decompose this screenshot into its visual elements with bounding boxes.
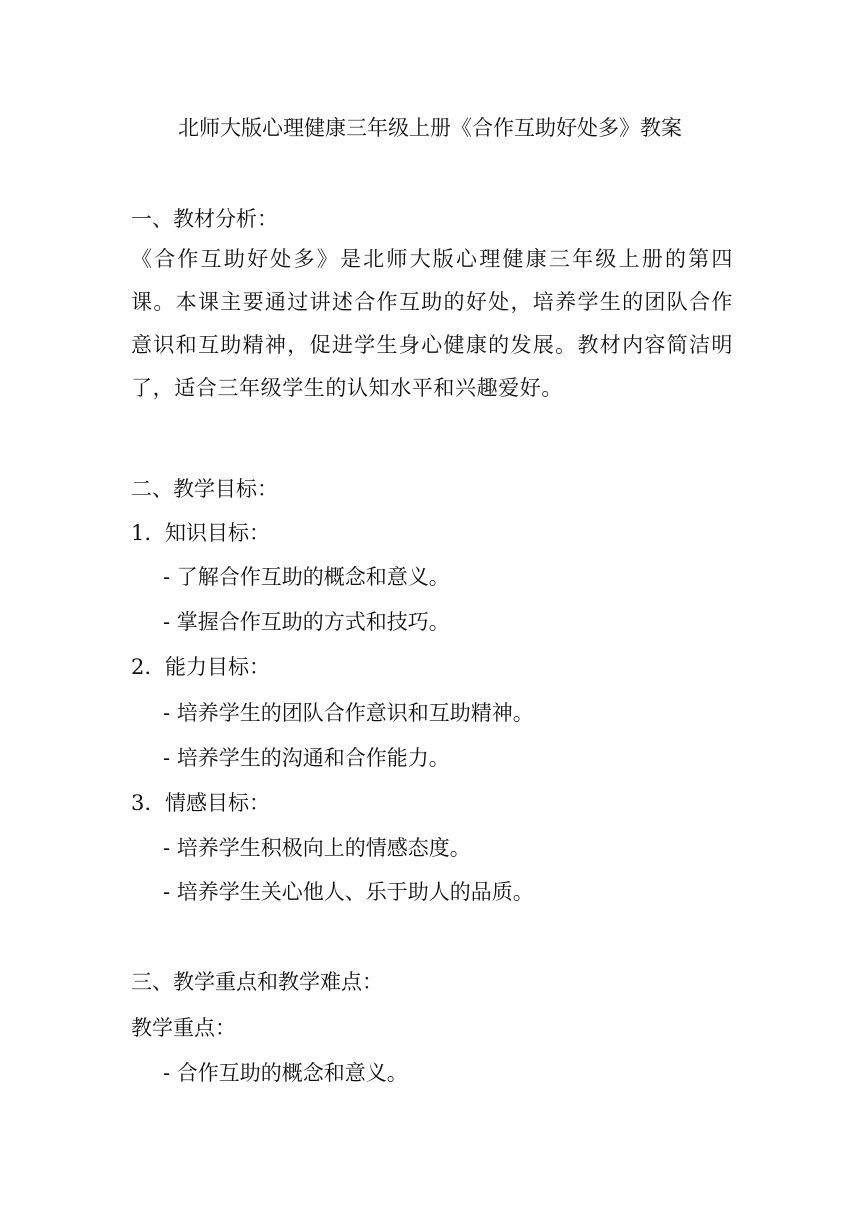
goal-ability bbox=[131, 651, 270, 683]
goal-number: 2. bbox=[131, 655, 152, 679]
goal-item: - 掌握合作互助的方式和技巧。 bbox=[163, 610, 450, 634]
goal-item: - 培养学生的沟通和合作能力。 bbox=[163, 746, 450, 770]
materials-paragraph: 《合作互助好处多》是北师大版心理健康三年级上册的第四课。本课主要通过讲述合作互助的好处，培养学生的团队合作意识和互助精神，促进学生身心健康的发展。教材内容简洁明了，适合三年级学生的认知水平和兴趣爱好。 bbox=[131, 247, 733, 400]
goal-emotion bbox=[131, 787, 270, 819]
section-heading-goals: 二、教学目标： bbox=[131, 477, 278, 501]
goal-item: - 了解合作互助的概念和意义。 bbox=[163, 565, 450, 589]
key-point-item: - 合作互助的概念和意义。 bbox=[163, 1061, 408, 1085]
goal-knowledge bbox=[131, 517, 270, 549]
goal-number: 1. bbox=[131, 521, 152, 545]
key-points-subheading: 教学重点： bbox=[131, 1016, 236, 1040]
goal-label: 知识目标： bbox=[165, 521, 270, 545]
goal-number: 3. bbox=[131, 791, 152, 815]
goal-label: 情感目标： bbox=[165, 791, 270, 815]
goal-item: - 培养学生关心他人、乐于助人的品质。 bbox=[163, 880, 534, 904]
goal-item: - 培养学生积极向上的情感态度。 bbox=[163, 836, 471, 860]
goal-label: 能力目标： bbox=[165, 655, 270, 679]
document-title: 北师大版心理健康三年级上册《合作互助好处多》教案 bbox=[178, 116, 682, 140]
section-heading-materials: 一、教材分析： bbox=[131, 207, 278, 231]
goal-item: - 培养学生的团队合作意识和互助精神。 bbox=[163, 701, 534, 725]
section-heading-key-points: 三、教学重点和教学难点： bbox=[131, 970, 383, 994]
